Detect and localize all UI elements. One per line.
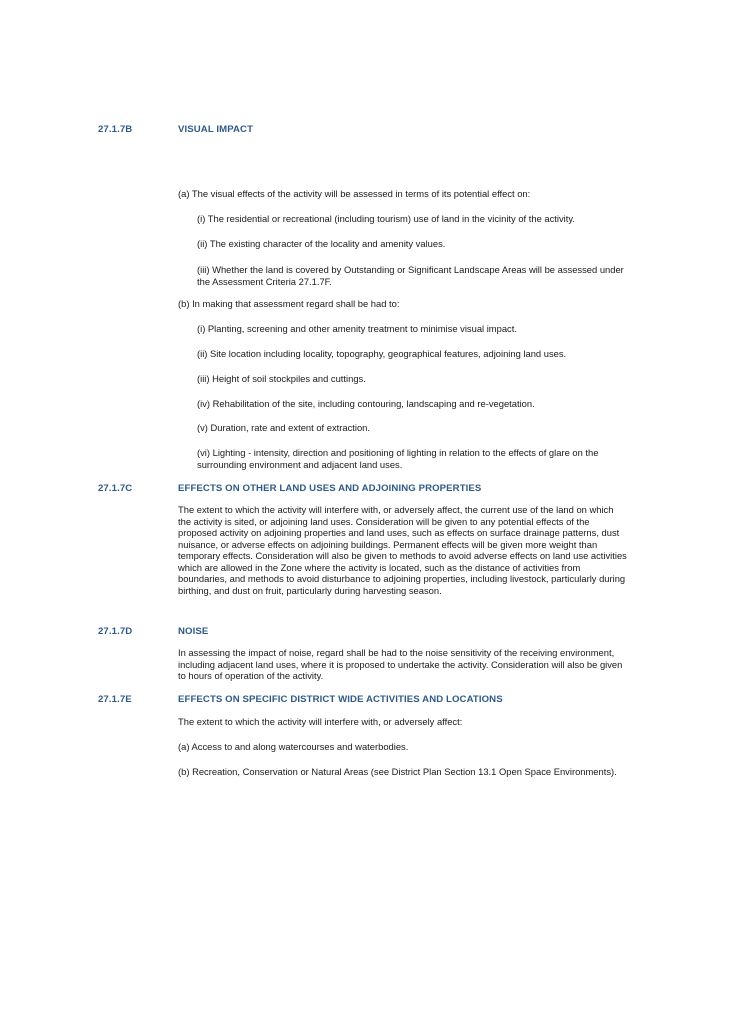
section-number-27-1-7e: 27.1.7E (98, 694, 132, 705)
section-number-27-1-7b: 27.1.7B (98, 124, 133, 135)
visual-impact-a-item-i: (i) The residential or recreational (including tourism) use of land in the vicinity of the activity. (197, 213, 575, 224)
visual-impact-b-item-ii: (ii) Site location including locality, topography, geographical features, adjoining land uses. (197, 348, 567, 359)
district-wide-intro: The extent to which the activity will interfere with, or adversely affect: (178, 716, 463, 727)
district-wide-item-b: (b) Recreation, Conservation or Natural Areas (see District Plan Section 13.1 Open Space Environments). (178, 766, 617, 777)
visual-impact-b-item-i: (i) Planting, screening and other amenity treatment to minimise visual impact. (197, 323, 517, 334)
section-number-27-1-7c: 27.1.7C (98, 483, 133, 494)
section-title-noise: NOISE (178, 626, 209, 637)
district-wide-item-a: (a) Access to and along watercourses and waterbodies. (178, 741, 409, 752)
visual-impact-b-item-iv: (iv) Rehabilitation of the site, including contouring, landscaping and re-vegetation. (197, 398, 535, 409)
section-title-visual-impact: VISUAL IMPACT (178, 124, 254, 135)
section-title-district-wide-activities: EFFECTS ON SPECIFIC DISTRICT WIDE ACTIVITIES AND LOCATIONS (178, 694, 503, 705)
noise-body: In assessing the impact of noise, regard shall be had to the noise sensitivity of the receiving environment, including adjacent land uses, where it is proposed to undertake the activity. Consideration will also be given to hours of operation of the activity. (178, 647, 623, 681)
visual-impact-clause-a: (a) The visual effects of the activity will be assessed in terms of its potential effect on: (178, 188, 531, 199)
section-title-effects-on-other-land-uses: EFFECTS ON OTHER LAND USES AND ADJOINING PROPERTIES (178, 483, 482, 494)
visual-impact-b-item-v: (v) Duration, rate and extent of extraction. (197, 422, 371, 433)
visual-impact-clause-b: (b) In making that assessment regard shall be had to: (178, 298, 400, 309)
effects-on-other-land-uses-body: The extent to which the activity will interfere with, or adversely affect, the current use of the land on which the activity is sited, or adjoining land uses. Consideration will be given to any potential effects of the proposed activity on adjoining properties and land uses, such as effects on surface drainage patterns, dust nuisance, or adverse effects on adjoining buildings. Permanent effects will be given more weight than temporary effects. Consideration will also be given to methods to avoid adverse effects on land use activities which are allowed in the Zone where the activity is located, such as the distance of activities from boundaries, and methods to avoid disturbance to adjoining properties, including livestock, particularly during birthing, and dust on fruit, particularly during harvesting season. (178, 504, 627, 596)
visual-impact-b-item-vi: (vi) Lighting - intensity, direction and positioning of lighting in relation to the effects of glare on the surrounding environment and adjacent land uses. (197, 447, 599, 470)
visual-impact-b-item-iii: (iii) Height of soil stockpiles and cuttings. (197, 373, 366, 384)
visual-impact-a-item-ii: (ii) The existing character of the locality and amenity values. (197, 238, 446, 249)
section-number-27-1-7d: 27.1.7D (98, 626, 133, 637)
visual-impact-a-item-iii: (iii) Whether the land is covered by Outstanding or Significant Landscape Areas will be assessed under the Assessment Criteria 27.1.7F. (197, 264, 624, 287)
